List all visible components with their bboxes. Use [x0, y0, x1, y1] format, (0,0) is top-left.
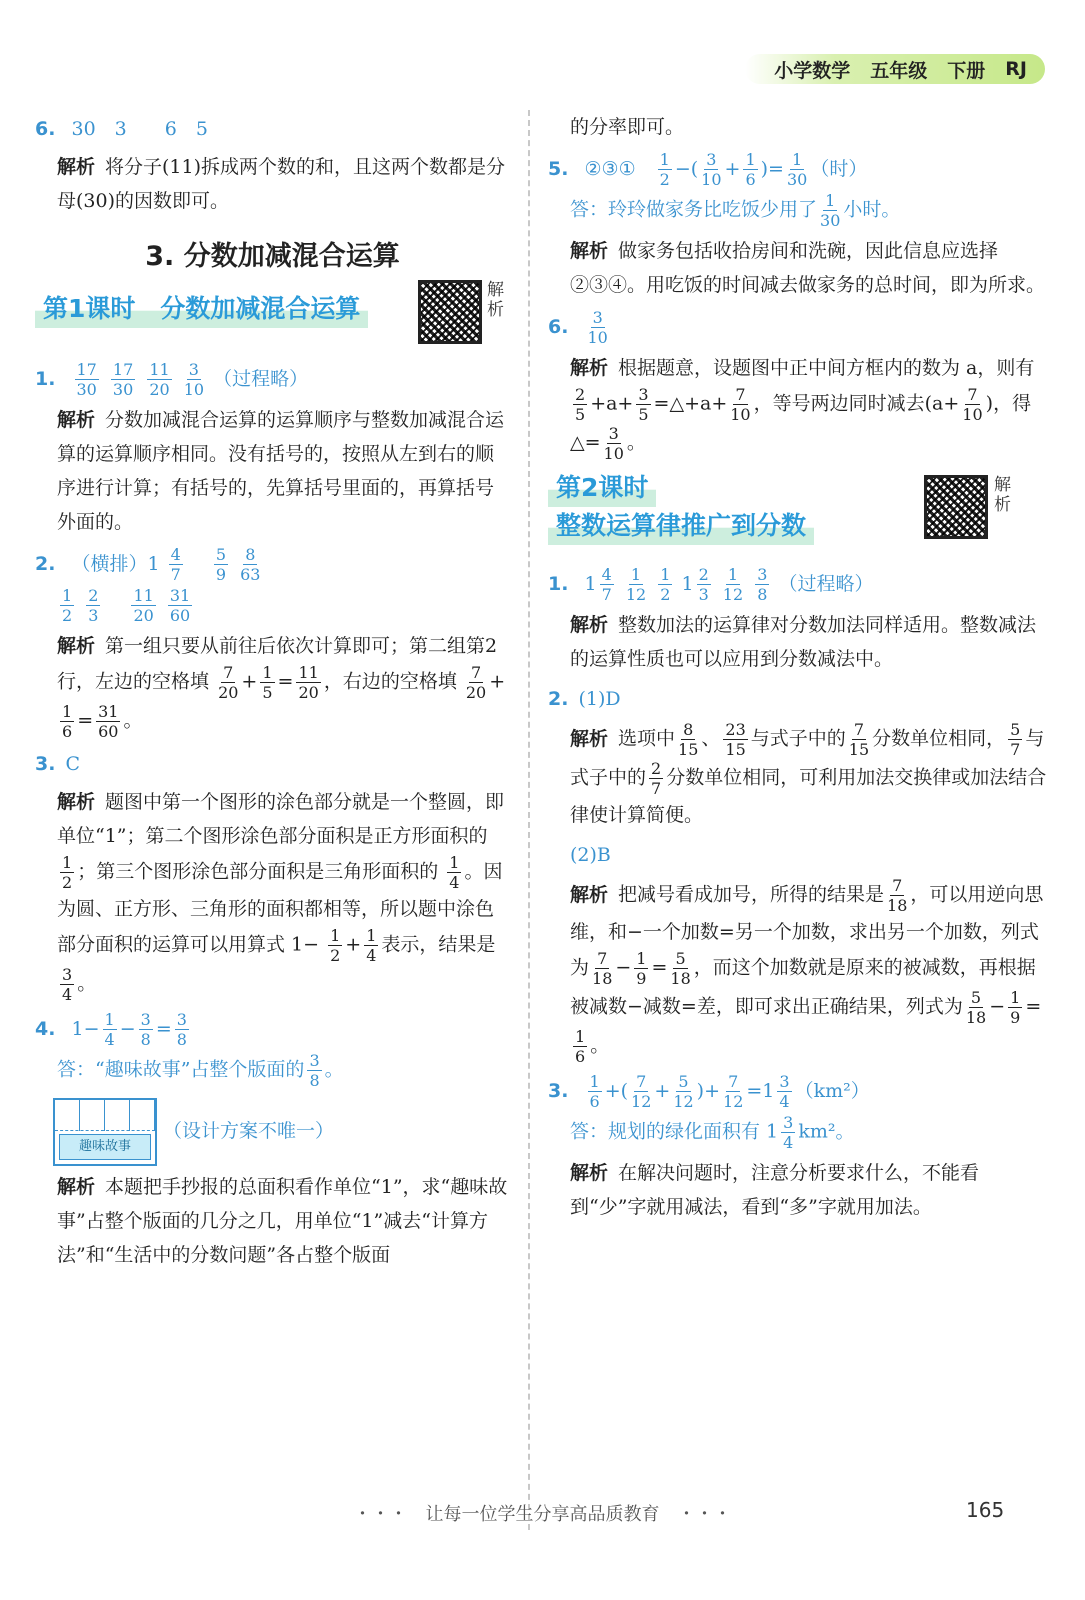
q6-answer: 6. 30 3 6 5 [35, 118, 208, 140]
left-column [35, 110, 510, 1278]
page-header [745, 54, 1045, 84]
qr-label-2: 解析 [994, 475, 1011, 515]
q3-analysis: 解析 题图中第一个图形的涂色部分就是一个整圆，即单位“1”；第二个图形涂色部分面积是正方形面积的 $\frac{1}{2}$ ；第三个图形涂色部分面积是三角形面积的 $\frac{1}{4}$ 。因为圆、正方形、三角形的面积都相等，所以题中涂色部分面积的运算可以用算式 1− $\frac{1}{2}$ + $\frac{1}{4}$ 表示，结果是 $\frac{3}{4}$ 。 [57, 791, 505, 1004]
header-edition: RJ [1005, 58, 1027, 80]
q1-answer: 1. $\frac{17}{30}$ $\frac{17}{30}$ $\frac{11}{20}$ $\frac{3}{10}$ （过程略） [35, 360, 309, 399]
qr-label: 解析 [487, 280, 504, 320]
q5-answer: 5. ②③① $\frac{1}{2}$ −( $\frac{3}{10}$ + $\frac{1}{6}$ )= $\frac{1}{30}$ （时） [548, 150, 868, 189]
r3-final-answer: 答：规划的绿化面积有 1 $\frac{3}{4}$ km²。 [570, 1113, 855, 1152]
q6r-analysis: 解析 根据题意，设题图中正中间方框内的数为 a，则有 $\frac{2}{5}$ +a+ $\frac{3}{5}$ =△+a+ $\frac{7}{10}$ ，等号两边同时减去(a+ $\frac{7}{10}$ )，得△= $\frac{3}{10}$ 。 [570, 357, 1035, 463]
page-number: 165 [966, 1498, 1005, 1522]
right-column [548, 110, 1048, 1230]
r2-part2: (2)B [570, 844, 611, 866]
q5-final-answer: 答：玲玲做家务比吃饭少用了 $\frac{1}{30}$ 小时。 [570, 191, 901, 230]
r2-analysis-1: 解析 选项中 $\frac{8}{15}$ 、 $\frac{23}{15}$ 与式子中的 $\frac{7}{15}$ 分数单位相同， $\frac{5}{7}$ 与式子中的 $\frac{2}{7}$ 分数单位相同，可利用加法交换律或加法结合律使计算简便。 [570, 720, 1047, 826]
q5-analysis: 解析 做家务包括收拾房间和洗碗，因此信息应选择②③④。用吃饭的时间减去做家务的总时间，即为所求。 [570, 240, 1046, 296]
qr-code-icon-2[interactable] [924, 475, 988, 539]
q3-answer: 3. C [35, 753, 80, 775]
q2-answer: 2. （横排）1 $\frac{4}{7}$ $\frac{5}{9}$ $\frac{8}{63}$ [35, 545, 261, 584]
q4-design: 趣味故事 （设计方案不唯一） [35, 1098, 510, 1166]
q4-analysis: 解析 本题把手抄报的总面积看作单位“1”，求“趣味故事”占整个版面的几分之几，用单位“1”减去“计算方法”和“生活中的分数问题”各占整个版面 [57, 1176, 508, 1266]
r3-analysis: 解析 在解决问题时，注意分析要求什么，不能看到“少”字就用减法，看到“多”字就用加法。 [570, 1162, 980, 1218]
q1-analysis: 解析 分数加减混合运算的运算顺序与整数加减混合运算的运算顺序相同。没有括号的，按照从左到右的顺序进行计算；有括号的，先算括号里面的，再算括号外面的。 [57, 409, 505, 533]
lesson2-title1: 第2课时 [548, 469, 656, 507]
r1-analysis: 解析 整数加法的运算律对分数加法同样适用。整数减法的运算性质也可以应用到分数减法中。 [570, 614, 1037, 670]
r1-answer: 1. 1 $\frac{4}{7}$ $\frac{1}{12}$ $\frac{1}{2}$ 1 $\frac{2}{3}$ $\frac{1}{12}$ $\frac{3}{8}$ （过程略） [548, 565, 874, 604]
q6-analysis: 解析 将分子(11)拆成两个数的和，且这两个数都是分母(30)的因数即可。 [57, 156, 506, 212]
q2-answer-row2: $\frac{1}{2}$ $\frac{2}{3}$ $\frac{11}{20}$ $\frac{31}{60}$ [62, 586, 191, 625]
lesson1-title: 第1课时 分数加减混合运算 [35, 290, 368, 328]
lesson1-banner [35, 280, 510, 346]
header-volume: 下册 [947, 59, 986, 82]
newspaper-layout-diagram: 趣味故事 [53, 1098, 157, 1166]
lesson2-banner [548, 469, 1048, 551]
q6r-answer: 6. $\frac{3}{10}$ [548, 308, 608, 347]
q4-answer: 4. 1− $\frac{1}{4}$ − $\frac{3}{8}$ = $\frac{3}{8}$ [35, 1010, 187, 1049]
qr-code-icon[interactable] [418, 280, 482, 344]
header-grade: 五年级 [870, 59, 928, 82]
q2-analysis: 解析 第一组只要从前往后依次计算即可；第二组第2行，左边的空格填 $\frac{7}{20}$ + $\frac{1}{5}$ = $\frac{11}{20}$ ，右边的空格填 $\frac{7}{20}$ + $\frac{1}{6}$ = $\frac{31}{60}$ 。 [57, 635, 506, 741]
r2-analysis-2: 解析 把减号看成加号，所得的结果是 $\frac{7}{18}$ ，可以用逆向思维，和−一个加数=另一个加数，求出另一个加数，列式为 $\frac{7}{18}$ − $\frac{1}{9}$ = $\frac{5}{18}$ ，而这个加数就是原来的被减数，再根据被减数−减数=差，即可求出正确结果，列式为 $\frac{5}{18}$ − $\frac{1}{9}$ = $\frac{1}{6}$ 。 [570, 876, 1044, 1066]
r3-answer: 3. $\frac{1}{6}$ +( $\frac{7}{12}$ + $\frac{5}{12}$ )+ $\frac{7}{12}$ =1 $\frac{3}{4}$ （km²） [548, 1072, 870, 1111]
q4-final-answer: 答：“趣味故事”占整个版面的 $\frac{3}{8}$ 。 [57, 1051, 344, 1090]
continued-text: 的分率即可。 [570, 116, 685, 138]
lesson2-title2: 整数运算律推广到分数 [548, 507, 814, 545]
r2-answer: 2. (1)D [548, 688, 621, 710]
section-title: 3. 分数加减混合运算 [145, 241, 400, 272]
footer-slogan: ・・・ 让每一位学生分享高品质教育 ・・・ [353, 1504, 732, 1525]
header-subject: 小学数学 [774, 59, 851, 82]
column-divider [528, 110, 530, 1530]
